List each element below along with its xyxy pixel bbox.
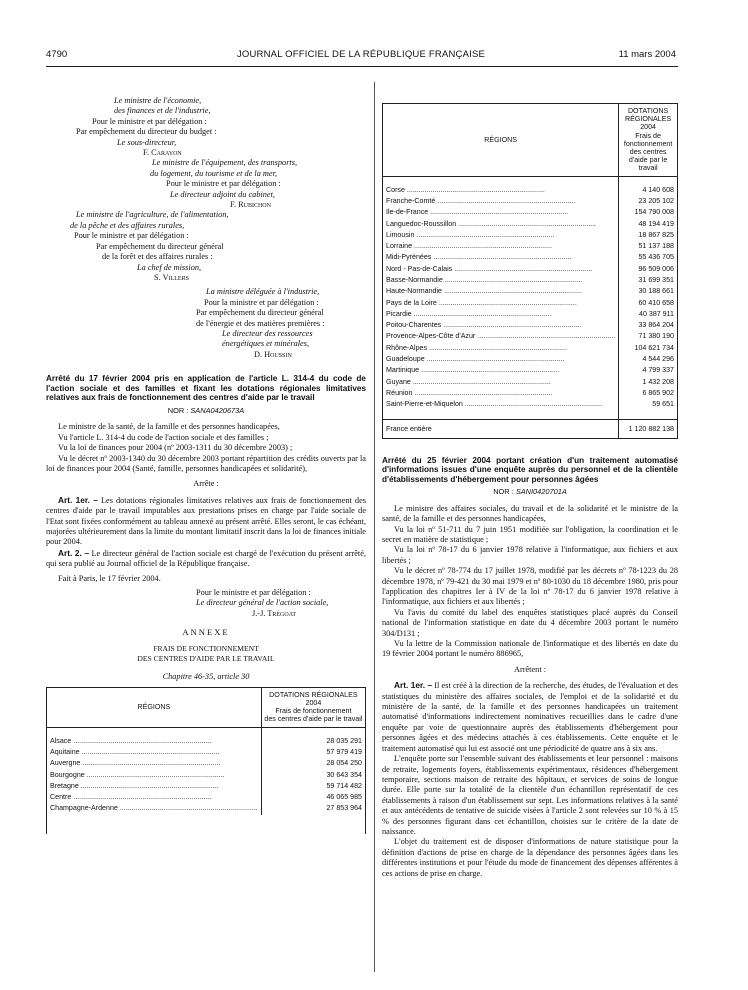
region-name: Midi-Pyrénées ..... bbox=[386, 252, 615, 263]
table-row bbox=[383, 354, 677, 365]
right-column bbox=[382, 103, 678, 879]
table-row bbox=[383, 331, 677, 342]
sig-name: F. Carayon bbox=[143, 148, 182, 158]
sig-line: Le directeur des ressources bbox=[222, 328, 313, 338]
table-row bbox=[47, 736, 365, 747]
table-row bbox=[383, 365, 677, 376]
article-text: Le directeur général de l'action sociale est chargé de l'exécution du présent arrêté, qui sera publié au Journal officiel de la République française. bbox=[46, 548, 366, 569]
signature-block-equipement bbox=[46, 158, 366, 210]
preamble-line: Vu le décret nº 2003-1340 du 30 décembre 2003 portant répartition des crédits ouverts par la loi de finances pour 2004 (Santé, famille, personnes handicapées et solidarité), bbox=[46, 453, 366, 473]
region-value: 59 651 bbox=[619, 399, 677, 410]
region-value: 27 853 964 bbox=[261, 803, 365, 814]
table-row bbox=[47, 803, 365, 814]
region-value: 28 035 291 bbox=[261, 736, 365, 747]
table-row bbox=[383, 320, 677, 331]
region-name: Nord - Pas-de-Calais ..... bbox=[386, 264, 615, 275]
region-name: Guyane ..... bbox=[386, 377, 615, 388]
region-value: 71 380 190 bbox=[619, 331, 677, 342]
sig-name: F. Rubichon bbox=[230, 200, 271, 210]
article-label: Art. 2. – bbox=[58, 547, 90, 558]
preamble-line: Le ministre des affaires sociales, du travail et de la solidarité et le ministre de la santé, de la famille et des personnes handicapées, bbox=[382, 503, 678, 524]
arrete-word: Arrête : bbox=[193, 479, 219, 489]
sig-line: Par empêchement du directeur du budget : bbox=[76, 127, 217, 137]
article-2 bbox=[46, 548, 366, 570]
sig-line: du logement, du tourisme et de la mer, bbox=[150, 168, 277, 178]
region-value: 1 432 208 bbox=[619, 377, 677, 388]
sig-line: Le directeur général de l'action sociale, bbox=[196, 598, 329, 608]
preamble-line: Vu la lettre de la Commission nationale de l'informatique et des libertés en date du 19 février 2004 portant le numéro 886965, bbox=[382, 639, 678, 659]
article-1 bbox=[46, 495, 366, 548]
region-name: Provence-Alpes-Côte d'Azur ..... bbox=[386, 331, 615, 342]
region-name: Centre ..... bbox=[50, 792, 258, 803]
sig-line: Par empêchement du directeur général bbox=[196, 308, 324, 318]
table-row bbox=[383, 264, 677, 275]
sig-name: J.-J. Trégoat bbox=[252, 608, 297, 618]
arrete-title: Arrêté du 17 février 2004 pris en application de l'article L. 314-4 du code de l'action sociale et des familles et fixant les dotations régionales limitatives relatives aux frais de fonctionnement des centres d'aide par le travail bbox=[46, 374, 366, 403]
region-value: 154 790 008 bbox=[619, 207, 677, 218]
table-row bbox=[47, 781, 365, 792]
nor-reference bbox=[46, 406, 366, 416]
table-row bbox=[383, 185, 677, 196]
region-name: Aquitaine ..... bbox=[50, 747, 258, 758]
table-row bbox=[383, 207, 677, 218]
table-row bbox=[383, 388, 677, 399]
header-line: DOTATIONS RÉGIONALES 2004 bbox=[269, 690, 358, 708]
region-name: Haute-Normandie ..... bbox=[386, 286, 615, 297]
total-value: 1 120 882 138 bbox=[619, 419, 677, 438]
annexe-subtitle-1: FRAIS DE FONCTIONNEMENT bbox=[153, 643, 259, 653]
region-name: Martinique ..... bbox=[386, 365, 615, 376]
header-line: Frais de fonctionnement bbox=[275, 707, 352, 716]
nor-label: NOR : bbox=[167, 405, 189, 415]
paragraph: L'objet du traitement est de disposer d'informations de nature statistique pour la définition d'actions de prise en charge de la dépendance des personnes âgées dans les différentes institutions et pour l'étude du mode de financement des dépenses afférentes à ces actions de prise en charge. bbox=[382, 837, 678, 878]
region-name: Picardie ..... bbox=[386, 309, 615, 320]
region-name: Champagne-Ardenne ..... bbox=[50, 803, 258, 814]
region-value: 51 137 188 bbox=[619, 241, 677, 252]
region-value: 6 865 902 bbox=[619, 388, 677, 399]
preamble-line: Vu la loi de finances pour 2004 (nº 2003-1311 du 30 décembre 2003) ; bbox=[58, 443, 293, 453]
region-name: Franche-Comté ..... bbox=[386, 196, 615, 207]
total-row bbox=[383, 419, 677, 438]
preamble-line: Vu l'article L. 314-4 du code de l'action sociale et des familles ; bbox=[58, 432, 269, 442]
table-row bbox=[383, 275, 677, 286]
column-header-regions: RÉGIONS bbox=[47, 688, 261, 727]
region-value: 30 188 661 bbox=[619, 286, 677, 297]
arretent-word: Arrêtent : bbox=[513, 664, 547, 674]
preamble-line: Vu la loi nº 51-711 du 7 juin 1951 modifiée sur l'obligation, la coordination et le secret en matière de statistique ; bbox=[382, 524, 678, 544]
table-row bbox=[383, 399, 677, 410]
sig-line: des finances et de l'industrie, bbox=[114, 106, 211, 116]
nor-reference bbox=[382, 487, 678, 497]
region-value: 4 140 608 bbox=[619, 185, 677, 196]
region-name: Bretagne ..... bbox=[50, 781, 258, 792]
header-line: des centres d'aide par le travail bbox=[264, 715, 363, 724]
region-name: Bourgogne ..... bbox=[50, 770, 258, 781]
page-header bbox=[46, 49, 676, 63]
table-row bbox=[383, 219, 677, 230]
sig-line: de la forêt et des affaires rurales : bbox=[102, 252, 213, 262]
table-row bbox=[383, 309, 677, 320]
sig-line: Pour le ministre et par délégation : bbox=[166, 179, 281, 189]
chapter-reference: Chapitre 46-35, article 30 bbox=[162, 672, 250, 682]
table-row bbox=[383, 196, 677, 207]
region-value: 4 544 296 bbox=[619, 354, 677, 365]
table-row bbox=[383, 286, 677, 297]
region-value: 57 979 419 bbox=[261, 747, 365, 758]
region-value: 48 194 419 bbox=[619, 219, 677, 230]
region-value: 23 205 102 bbox=[619, 196, 677, 207]
region-value: 28 054 250 bbox=[261, 758, 365, 769]
header-line: Frais de fonctionnement bbox=[623, 131, 673, 148]
region-name: Réunion ..... bbox=[386, 388, 615, 399]
region-value: 46 065 985 bbox=[261, 792, 365, 803]
region-value: 33 864 204 bbox=[619, 320, 677, 331]
region-name: Rhône-Alpes ..... bbox=[386, 343, 615, 354]
region-name: Auvergne ..... bbox=[50, 758, 258, 769]
column-header-regions: RÉGIONS bbox=[383, 104, 619, 176]
sig-line: La ministre déléguée à l'industrie, bbox=[206, 287, 320, 297]
page-number: 4790 bbox=[46, 49, 68, 60]
done-at: Fait à Paris, le 17 février 2004. bbox=[58, 573, 161, 583]
preamble-line: Le ministre de la santé, de la famille et des personnes handicapées, bbox=[58, 422, 280, 432]
article-text: Les dotations régionales limitatives relatives aux frais de fonctionnement des centres d'aide par le travail imputables aux prestations prises en charge par l'aide sociale de l'Etat sont fixées conformément au tableau annexé au présent arrêté. Elles seront, le cas échéant, majorées ultérieurement dans la limite du montant limitatif inscrit dans la loi de finances initiale pour 2004. bbox=[46, 495, 366, 547]
header-rule bbox=[46, 66, 678, 67]
region-name: Limousin ..... bbox=[386, 230, 615, 241]
annexe-subtitle-2: DES CENTRES D'AIDE PAR LE TRAVAIL bbox=[137, 654, 275, 664]
region-name: Corse ..... bbox=[386, 185, 615, 196]
preamble-line: Vu la loi nº 78-17 du 6 janvier 1978 relative à l'informatique, aux fichiers et aux libertés ; bbox=[382, 545, 678, 565]
region-name: Languedoc-Roussillon ..... bbox=[386, 219, 615, 230]
table-row bbox=[383, 230, 677, 241]
sig-line: Le sous-directeur, bbox=[117, 137, 177, 147]
region-name: Guadeloupe ..... bbox=[386, 354, 615, 365]
region-value: 96 509 006 bbox=[619, 264, 677, 275]
region-value: 104 621 734 bbox=[619, 343, 677, 354]
signature-block-economie bbox=[46, 96, 366, 158]
region-name: Basse-Normandie ..... bbox=[386, 275, 615, 286]
signature-block-industrie bbox=[46, 287, 366, 360]
table-row bbox=[47, 758, 365, 769]
signature-block-agriculture bbox=[46, 210, 366, 283]
sig-line: Le ministre de l'équipement, des transports, bbox=[152, 158, 298, 168]
column-header-dotations bbox=[619, 104, 677, 176]
table-row bbox=[383, 241, 677, 252]
region-value: 30 643 354 bbox=[261, 770, 365, 781]
paragraph: L'enquête porte sur l'ensemble suivant des établissements et leur personnel : maisons de retraite, logements foyers, établissements expérimentaux, résidences d'hébergement temporaire, sections maison de retraite des hôpitaux, et services de soins de longue durée. Elle porte sur la totalité de la clientèle d'un échantillon représentatif de ces établissements à raison d'un établissement sur sept. Les informations relatives à la santé et aux antécédents de tentative de suicide visées à l'article 2 sont relevées sur 10 % à 15 % des personnes figurant dans cet échantillon, choisies sur le critère de la date de naissance. bbox=[382, 754, 678, 836]
preamble-line: Vu l'avis du comité du label des enquêtes statistiques placé auprès du Conseil national de l'information statistique en date du 4 décembre 2003 portant le numéro 304/D131 ; bbox=[382, 607, 678, 638]
sig-name: D. Houssin bbox=[254, 349, 292, 359]
column-divider bbox=[374, 82, 375, 972]
table-row bbox=[47, 792, 365, 803]
sig-line: Par empêchement du directeur général bbox=[96, 241, 224, 251]
table-row bbox=[383, 298, 677, 309]
region-name: Alsace ..... bbox=[50, 736, 258, 747]
region-name: Ile-de-France ..... bbox=[386, 207, 615, 218]
region-value: 60 410 658 bbox=[619, 298, 677, 309]
region-value: 55 436 705 bbox=[619, 252, 677, 263]
arrete-title: Arrêté du 25 février 2004 portant création d'un traitement automatisé d'informations issues d'une enquête auprès du personnel et de la clientèle d'établissements d'hébergement pour personnes âgées bbox=[382, 455, 678, 484]
left-column bbox=[46, 96, 366, 834]
region-value: 18 867 825 bbox=[619, 230, 677, 241]
article-1 bbox=[382, 680, 678, 754]
region-value: 4 799 337 bbox=[619, 365, 677, 376]
sig-line: de la pêche et des affaires rurales, bbox=[70, 220, 185, 230]
annexe-title: ANNEXE bbox=[182, 627, 230, 638]
article-text: Il est créé à la direction de la recherche, des études, de l'évaluation et des statistiques du ministère des affaires sociales, de l'emploi et de la solidarité et du ministère de la santé, de la famille et des personnes handicapées un traitement automatisé d'informations indirectement nominatives recueillies dans le cadre d'une enquête par voie de questionnaire auprès des établissements d'hébergement pour personnes âgées et des médecins attachés à ces établissements. Cette enquête et le traitement automatisé qui lui est associé ont une périodicité de quatre ans à six ans. bbox=[382, 681, 678, 753]
total-label: France entière bbox=[383, 419, 619, 438]
region-name: Saint-Pierre-et-Miquelon ..... bbox=[386, 399, 615, 410]
sig-line: Pour la ministre et par délégation : bbox=[204, 297, 319, 307]
sig-line: de l'énergie et des matières premières : bbox=[196, 318, 325, 328]
nor-code: SANI0420701A bbox=[515, 487, 567, 497]
table-row bbox=[383, 377, 677, 388]
article-label: Art. 1er. – bbox=[58, 494, 98, 505]
table-row bbox=[383, 343, 677, 354]
sig-line: La chef de mission, bbox=[137, 262, 202, 272]
sig-line: Le ministre de l'agriculture, de l'alimentation, bbox=[76, 210, 229, 220]
dotations-table-right bbox=[382, 103, 678, 439]
region-name: Lorraine ..... bbox=[386, 241, 615, 252]
issue-date: 11 mars 2004 bbox=[618, 49, 676, 60]
dotations-table-left bbox=[46, 687, 366, 834]
sig-line: Pour le ministre et par délégation : bbox=[92, 116, 207, 126]
sig-line: Le ministre de l'économie, bbox=[114, 96, 202, 105]
region-value: 40 387 911 bbox=[619, 309, 677, 320]
region-name: Pays de la Loire ..... bbox=[386, 298, 615, 309]
sig-line: Le directeur adjoint du cabinet, bbox=[170, 189, 275, 199]
sig-line: Pour le ministre et par délégation : bbox=[74, 231, 189, 241]
region-value: 59 714 482 bbox=[261, 781, 365, 792]
table-row bbox=[47, 770, 365, 781]
sig-line: Pour le ministre et par délégation : bbox=[196, 588, 311, 598]
signature-block-action-sociale bbox=[46, 588, 366, 619]
sig-line: énergétiques et minérales, bbox=[222, 339, 310, 349]
table-row bbox=[383, 252, 677, 263]
header-line: DOTATIONS RÉGIONALES 2004 bbox=[625, 107, 672, 132]
preamble-line: Vu le décret nº 78-774 du 17 juillet 1978, modifié par les décrets nº 78-1223 du 28 décembre 1978, nº 79-421 du 30 mai 1979 et nº 80-1030 du 18 décembre 1980, pris pour l'application des chapitres Ier à IV de la loi nº 78-17 du 6 janvier 1978 relative à l'informatique, aux fichiers et aux libertés ; bbox=[382, 566, 678, 607]
journal-title: JOURNAL OFFICIEL DE LA RÉPUBLIQUE FRANÇAISE bbox=[236, 49, 486, 60]
table-row bbox=[47, 747, 365, 758]
column-header-dotations bbox=[261, 688, 365, 727]
nor-code: SANA0420673A bbox=[190, 405, 245, 415]
article-label: Art. 1er. – bbox=[394, 680, 433, 691]
header-line: des centres d'aide par le travail bbox=[628, 148, 668, 173]
region-name: Poitou-Charentes ..... bbox=[386, 320, 615, 331]
sig-name: S. Villers bbox=[154, 272, 189, 282]
region-value: 31 699 351 bbox=[619, 275, 677, 286]
nor-label: NOR : bbox=[493, 487, 514, 497]
